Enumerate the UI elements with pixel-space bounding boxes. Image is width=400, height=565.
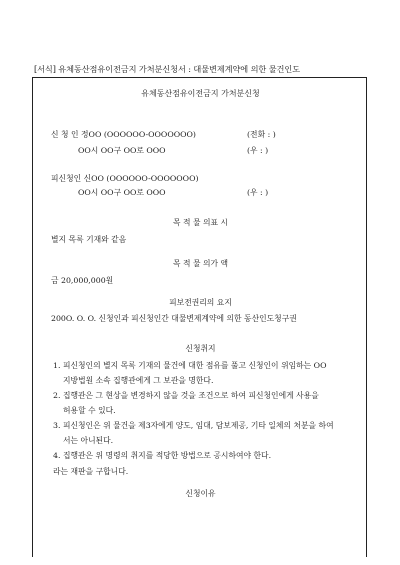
reason-title: 신청이유 xyxy=(185,489,216,498)
purpose-item-text: 집행관은 그 현상을 변경하지 않을 것을 조건으로 하여 피신청인에게 사용을 xyxy=(62,391,319,400)
closing-text: 라는 재판을 구합니다. xyxy=(53,467,129,476)
purpose-item-number: 3. xyxy=(53,421,61,430)
purpose-title: 신청취지 xyxy=(185,344,216,353)
purpose-item-number: 1. xyxy=(53,361,61,370)
value-title: 목 적 물 의가 액 xyxy=(172,259,229,268)
applicant-postal: (우 : ) xyxy=(247,146,269,155)
applicant-phone: (전화 : ) xyxy=(247,130,276,139)
purpose-item-2-cont: 허용할 수 있다. xyxy=(63,406,116,415)
object-value: 별지 목록 기재와 같음 xyxy=(51,235,127,244)
respondent-name: 피신청인 신OO (OOOOOO-OOOOOOO) xyxy=(51,174,199,183)
document-header: [서식] 유체동산점유이전금지 가처분신청서 : 대물변제계약에 의한 물건인도 xyxy=(34,64,300,74)
purpose-item-2 xyxy=(53,388,353,404)
respondent-address: OO시 OO구 OO로 OOO xyxy=(78,188,166,197)
purpose-item-3 xyxy=(53,418,353,434)
applicant-address: OO시 OO구 OO로 OOO xyxy=(78,146,166,155)
applicant-name: 신 청 인 정OO (OOOOOO-OOOOOOO) xyxy=(51,130,196,139)
purpose-item-text: 피신청인은 위 물건을 제3자에게 양도, 임대, 담보제공, 기타 일체의 처분을 하여 xyxy=(62,421,334,430)
form-title: 유체동산점유이전금지 가처분신청 xyxy=(141,89,260,98)
purpose-item-text: 집행관은 위 명령의 취지를 적당한 방법으로 공시하여야 한다. xyxy=(62,451,272,460)
form-frame xyxy=(32,77,367,557)
purpose-item-number: 4. xyxy=(53,451,61,460)
right-value: 200O. O. O. 신청인과 피신청인간 대물변제계약에 의한 동산인도청구권 xyxy=(51,314,297,323)
right-title: 피보전권리의 요지 xyxy=(169,298,232,307)
purpose-item-number: 2. xyxy=(53,391,61,400)
purpose-item-3-cont: 서는 아니된다. xyxy=(63,436,114,445)
respondent-postal: (우 : ) xyxy=(247,188,269,197)
value-amount: 금 20,000,000원 xyxy=(51,276,114,285)
object-title: 목 적 물 의표 시 xyxy=(172,218,229,227)
purpose-item-text: 피신청인의 별지 목록 기재의 물건에 대한 점유를 풀고 신청인이 위임하는 OO xyxy=(62,361,327,370)
purpose-item-1-cont: 지방법원 소속 집행관에게 그 보관을 명한다. xyxy=(63,376,214,385)
purpose-item-1 xyxy=(53,358,353,374)
purpose-item-4 xyxy=(53,448,353,464)
